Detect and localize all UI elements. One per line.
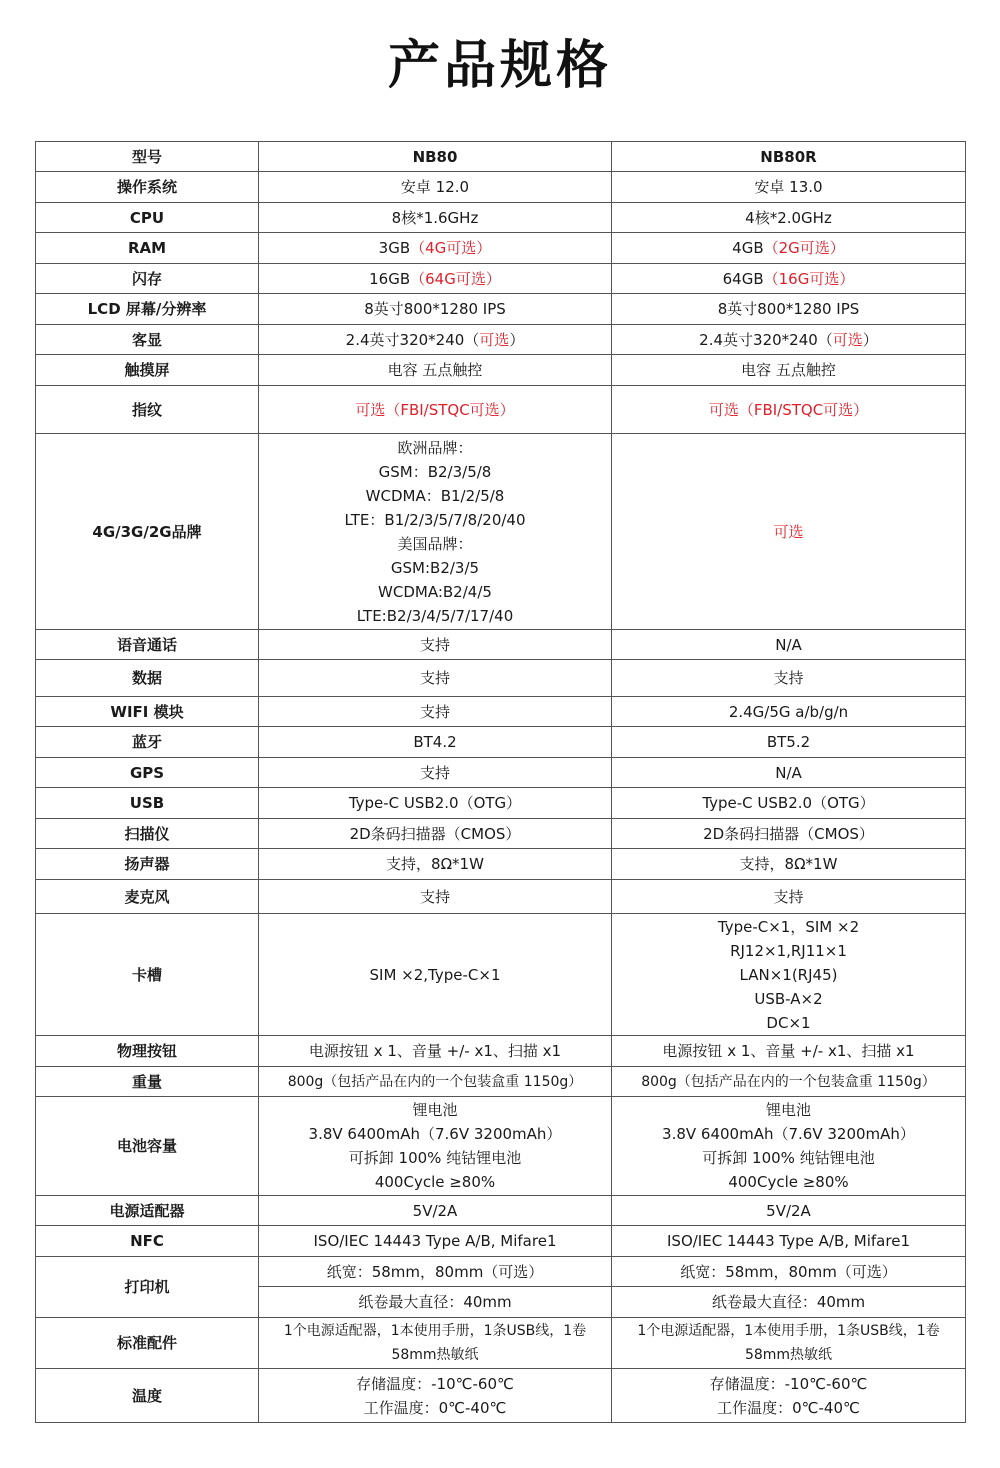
row-data: [36, 660, 966, 697]
row-label: 客显: [36, 325, 259, 355]
row-battery: [36, 1097, 966, 1196]
cell-value: 纸卷最大直径：40mm: [612, 1287, 966, 1318]
cell-value: 欧洲品牌： GSM：B2/3/5/8 WCDMA：B1/2/5/8 LTE：B1/2/3/5/7/8/20/40 美国品牌： GSM:B2/3/5 WCDMA:B2/4/5 LTE:B2/3/4/5/7/17/40: [259, 434, 612, 630]
row-gps: [36, 758, 966, 788]
cell-value: 2.4G/5G a/b/g/n: [612, 697, 966, 727]
cell-value: ISO/IEC 14443 Type A/B, Mifare1: [259, 1226, 612, 1257]
row-mic: [36, 880, 966, 914]
header-model-2: NB80R: [612, 142, 966, 172]
row-label: 4G/3G/2G品牌: [36, 434, 259, 630]
row-label: 卡槽: [36, 914, 259, 1036]
cell-value: 支持: [612, 880, 966, 914]
spec-table: [35, 141, 966, 1423]
cell-value: 支持: [259, 758, 612, 788]
row-temperature: [36, 1369, 966, 1423]
value-base: 3GB: [378, 239, 411, 257]
cell-value: 电源按钮 x 1、音量 +/- x1、扫描 x1: [612, 1036, 966, 1067]
row-label: 电池容量: [36, 1097, 259, 1196]
optional-note: （2G可选）: [763, 239, 845, 257]
cell-value: [612, 325, 966, 355]
row-usb: [36, 788, 966, 819]
cell-value: 电容 五点触控: [612, 355, 966, 386]
cell-value: 8核*1.6GHz: [259, 203, 612, 233]
cell-value: 5V/2A: [612, 1196, 966, 1226]
row-buttons: [36, 1036, 966, 1067]
cell-value: 安卓 12.0: [259, 172, 612, 203]
cell-value: 800g（包括产品在内的一个包装盒重 1150g）: [612, 1067, 966, 1097]
row-touch: [36, 355, 966, 386]
row-bands: [36, 434, 966, 630]
row-label: 扬声器: [36, 849, 259, 880]
row-label: 扫描仪: [36, 819, 259, 849]
cell-value: 2D条码扫描器（CMOS）: [259, 819, 612, 849]
optional-note: （4G可选）: [410, 239, 492, 257]
page-title: 产品规格: [387, 36, 612, 96]
optional-note: 可选: [479, 330, 510, 349]
cell-value: 8英寸800*1280 IPS: [259, 294, 612, 325]
row-label: USB: [36, 788, 259, 819]
row-label: NFC: [36, 1226, 259, 1257]
cell-value: 800g（包括产品在内的一个包装盒重 1150g）: [259, 1067, 612, 1097]
cell-value: 电容 五点触控: [259, 355, 612, 386]
cell-value: 安卓 13.0: [612, 172, 966, 203]
row-label: 语音通话: [36, 630, 259, 660]
row-bluetooth: [36, 727, 966, 758]
row-flash: [36, 264, 966, 294]
optional-note: （64G可选）: [410, 269, 501, 288]
row-label: 数据: [36, 660, 259, 697]
cell-value: Type-C×1，SIM ×2 RJ12×1,RJ11×1 LAN×1(RJ45) USB-A×2 DC×1: [612, 914, 966, 1036]
optional-note: （16G可选）: [763, 269, 855, 288]
cell-value: [259, 264, 612, 294]
row-label: WIFI 模块: [36, 697, 259, 727]
row-label: GPS: [36, 758, 259, 788]
header-label: 型号: [36, 142, 259, 172]
row-label: 蓝牙: [36, 727, 259, 758]
cell-value: 纸宽：58mm，80mm（可选）: [259, 1257, 612, 1287]
row-label: 温度: [36, 1369, 259, 1423]
value-end: ）: [862, 330, 878, 349]
cell-value: [612, 264, 966, 294]
row-voice: [36, 630, 966, 660]
row-label: 电源适配器: [36, 1196, 259, 1226]
cell-value: 支持，8Ω*1W: [612, 849, 966, 880]
cell-value: [259, 325, 612, 355]
row-label: 触摸屏: [36, 355, 259, 386]
row-label: 标准配件: [36, 1318, 259, 1369]
cell-value: 可选（FBI/STQC可选）: [259, 386, 612, 434]
table-header-row: [36, 142, 966, 172]
optional-note: 可选: [832, 330, 863, 349]
cell-value: BT5.2: [612, 727, 966, 758]
row-speaker: [36, 849, 966, 880]
cell-value: 2D条码扫描器（CMOS）: [612, 819, 966, 849]
row-label: CPU: [36, 203, 259, 233]
value-end: ）: [509, 330, 525, 349]
cell-value: N/A: [612, 758, 966, 788]
cell-value: N/A: [612, 630, 966, 660]
row-label: LCD 屏幕/分辨率: [36, 294, 259, 325]
row-accessories: [36, 1318, 966, 1369]
row-os: [36, 172, 966, 203]
row-customer-display: [36, 325, 966, 355]
cell-value: 支持: [259, 630, 612, 660]
row-label: 重量: [36, 1067, 259, 1097]
cell-value: [259, 233, 612, 264]
cell-value: SIM ×2,Type-C×1: [259, 914, 612, 1036]
row-ram: [36, 233, 966, 264]
row-slots: [36, 914, 966, 1036]
cell-value: ISO/IEC 14443 Type A/B, Mifare1: [612, 1226, 966, 1257]
row-label: 物理按钮: [36, 1036, 259, 1067]
value-base: 16GB: [369, 269, 411, 288]
cell-value: 5V/2A: [259, 1196, 612, 1226]
row-label: 麦克风: [36, 880, 259, 914]
cell-value: Type-C USB2.0（OTG）: [259, 788, 612, 819]
cell-value: 纸宽：58mm，80mm（可选）: [612, 1257, 966, 1287]
cell-value: 存储温度：-10℃-60℃ 工作温度：0℃-40℃: [259, 1369, 612, 1423]
value-base: 2.4英寸320*240（: [699, 330, 833, 349]
cell-value: 支持: [259, 697, 612, 727]
row-weight: [36, 1067, 966, 1097]
cell-value: 存储温度：-10℃-60℃ 工作温度：0℃-40℃: [612, 1369, 966, 1423]
cell-value: 1个电源适配器，1本使用手册，1条USB线，1卷 58mm热敏纸: [612, 1318, 966, 1369]
cell-value: 8英寸800*1280 IPS: [612, 294, 966, 325]
row-lcd: [36, 294, 966, 325]
cell-value: 4核*2.0GHz: [612, 203, 966, 233]
row-cpu: [36, 203, 966, 233]
row-label: 打印机: [36, 1257, 259, 1318]
cell-value: 纸卷最大直径：40mm: [259, 1287, 612, 1318]
cell-value: 支持: [259, 660, 612, 697]
cell-value: 支持: [612, 660, 966, 697]
cell-value: 支持，8Ω*1W: [259, 849, 612, 880]
row-label: 操作系统: [36, 172, 259, 203]
value-base: 4GB: [732, 239, 764, 257]
row-adapter: [36, 1196, 966, 1226]
row-wifi: [36, 697, 966, 727]
cell-value: 可选（FBI/STQC可选）: [612, 386, 966, 434]
row-fingerprint: [36, 386, 966, 434]
cell-value: Type-C USB2.0（OTG）: [612, 788, 966, 819]
cell-value: BT4.2: [259, 727, 612, 758]
cell-value: 电源按钮 x 1、音量 +/- x1、扫描 x1: [259, 1036, 612, 1067]
row-label: RAM: [36, 233, 259, 264]
cell-value: 支持: [259, 880, 612, 914]
cell-value: 1个电源适配器，1本使用手册，1条USB线，1卷 58mm热敏纸: [259, 1318, 612, 1369]
cell-value: 锂电池 3.8V 6400mAh（7.6V 3200mAh） 可拆卸 100% 纯钴锂电池 400Cycle ≥80%: [612, 1097, 966, 1196]
row-label: 闪存: [36, 264, 259, 294]
cell-value: [612, 233, 966, 264]
cell-value: 锂电池 3.8V 6400mAh（7.6V 3200mAh） 可拆卸 100% 纯钴锂电池 400Cycle ≥80%: [259, 1097, 612, 1196]
header-model-1: NB80: [259, 142, 612, 172]
row-nfc: [36, 1226, 966, 1257]
cell-value: 可选: [612, 434, 966, 630]
row-label: 指纹: [36, 386, 259, 434]
row-printer: [36, 1257, 966, 1287]
value-base: 64GB: [722, 269, 764, 288]
value-base: 2.4英寸320*240（: [345, 330, 480, 349]
row-scanner: [36, 819, 966, 849]
